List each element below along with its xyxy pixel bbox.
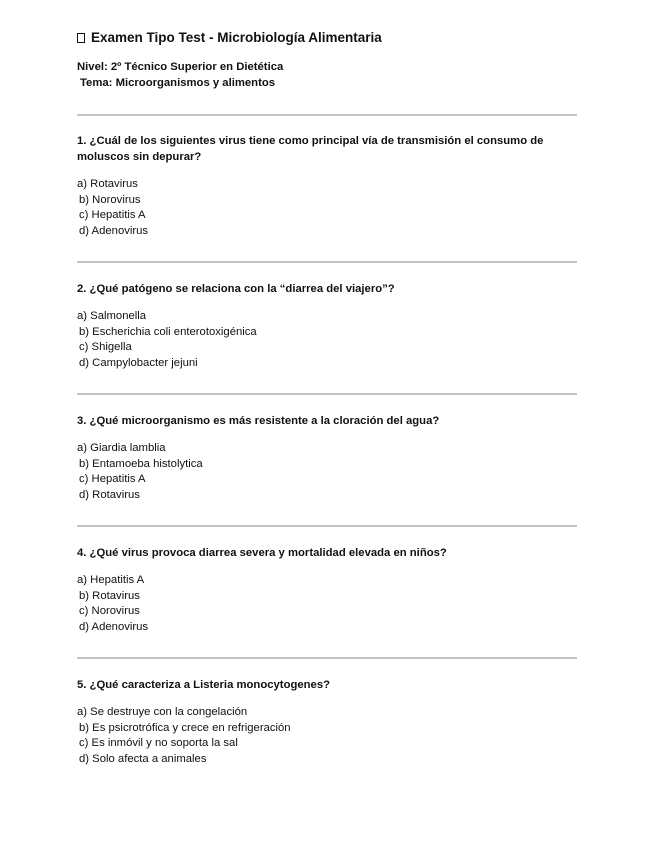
options-list: [77, 309, 577, 372]
option-b: b) Es psicrotrófica y crece en refrigeración: [79, 721, 291, 734]
option-a: a) Giardia lamblia: [77, 442, 166, 454]
question-1: [77, 133, 577, 240]
option-b: b) Rotavirus: [79, 589, 140, 602]
option-a: a) Se destruye con la congelación: [77, 706, 248, 718]
option-b: b) Escherichia coli enterotoxigénica: [79, 325, 257, 338]
option-c: c) Es inmóvil y no soporta la sal: [79, 737, 238, 750]
option-d: d) Solo afecta a animales: [79, 753, 207, 766]
question-5: [77, 677, 577, 768]
exam-title-text: Examen Tipo Test - Microbiología Alimentaria: [91, 30, 382, 45]
option-b: b) Norovirus: [79, 193, 141, 206]
question-text: 2. ¿Qué patógeno se relaciona con la “diarrea del viajero”?: [77, 283, 395, 295]
level-line: Nivel: 2º Técnico Superior en Dietética: [77, 61, 284, 73]
question-text: 3. ¿Qué microorganismo es más resistente a la cloración del agua?: [77, 415, 440, 427]
section-divider: [77, 114, 577, 116]
option-a: a) Salmonella: [77, 310, 147, 322]
question-2: [77, 281, 577, 372]
option-d: d) Campylobacter jejuni: [79, 357, 198, 370]
option-c: c) Hepatitis A: [79, 473, 146, 486]
option-c: c) Shigella: [79, 341, 132, 354]
option-d: d) Rotavirus: [79, 489, 140, 502]
exam-title: [77, 30, 382, 45]
square-placeholder-icon: [77, 33, 85, 43]
option-c: c) Norovirus: [79, 605, 140, 618]
question-text: 4. ¿Qué virus provoca diarrea severa y mortalidad elevada en niños?: [77, 547, 447, 559]
section-divider: [77, 261, 577, 263]
topic-line: Tema: Microorganismos y alimentos: [80, 77, 276, 89]
question-4: [77, 545, 577, 636]
option-d: d) Adenovirus: [79, 621, 149, 634]
option-a: a) Rotavirus: [77, 178, 138, 190]
options-list: [77, 705, 577, 768]
options-list: [77, 573, 577, 636]
section-divider: [77, 393, 577, 395]
section-divider: [77, 525, 577, 527]
option-a: a) Hepatitis A: [77, 574, 145, 586]
options-list: [77, 441, 577, 504]
options-list: [77, 177, 577, 240]
option-b: b) Entamoeba histolytica: [79, 457, 203, 470]
question-text: 1. ¿Cuál de los siguientes virus tiene como principal vía de transmisión el consumo de moluscos sin depurar?: [77, 135, 544, 163]
option-d: d) Adenovirus: [79, 225, 149, 238]
section-divider: [77, 657, 577, 659]
option-c: c) Hepatitis A: [79, 209, 146, 222]
question-3: [77, 413, 577, 504]
question-text: 5. ¿Qué caracteriza a Listeria monocytogenes?: [77, 679, 331, 691]
